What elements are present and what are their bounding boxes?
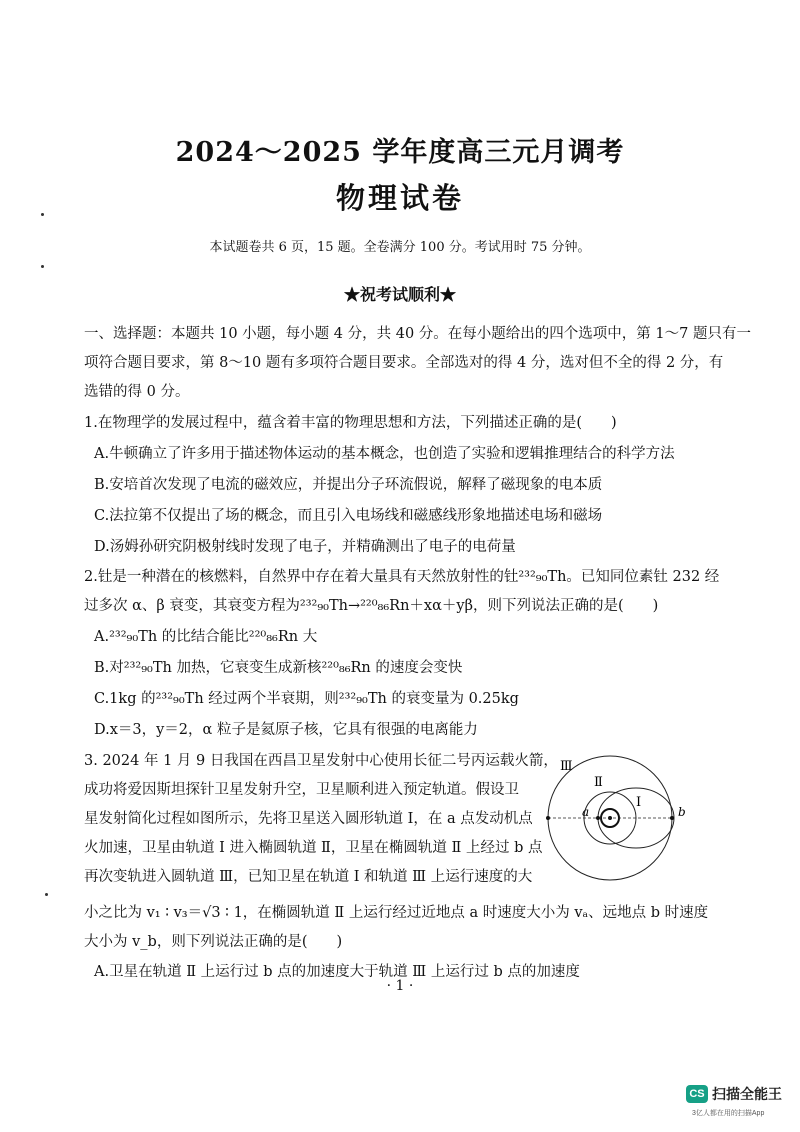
point-left: [546, 816, 550, 820]
question-2-stem-line1: 2.钍是一种潜在的核燃料，自然界中存在着大量具有天然放射性的钍²³²₉₀Th。已知同位素钍 232 经: [84, 569, 720, 585]
question-3-line: 小之比为 v₁ ∶ v₃＝√3 ∶ 1，在椭圆轨道 Ⅱ 上运行经过近地点 a 时速度大小为 vₐ、远地点 b 时速度: [84, 905, 709, 921]
exam-title: 2024～2025 学年度高三元月调考: [175, 137, 625, 168]
orbit-diagram: [544, 750, 694, 890]
question-1-option-b: B.安培首次发现了电流的磁效应，并提出分子环流假说，解释了磁现象的电本质: [94, 477, 603, 493]
scanner-app-tagline: 3亿人都在用的扫描App: [692, 1110, 765, 1117]
question-1-option-a: A.牛顿确立了许多用于描述物体运动的基本概念，也创造了实验和逻辑推理结合的科学方法: [94, 446, 675, 462]
exam-info: 本试题卷共 6 页，15 题。全卷满分 100 分。考试用时 75 分钟。: [209, 240, 591, 255]
scanner-app-badge: [686, 1084, 782, 1104]
scanner-app-name: 扫描全能王: [712, 1086, 782, 1102]
label-b: b: [678, 805, 686, 819]
question-2-option-b: B.对²³²₉₀Th 加热，它衰变生成新核²²⁰₈₆Rn 的速度会变快: [94, 660, 463, 676]
exam-subtitle: 物理试卷: [335, 181, 464, 215]
question-3-line: 成功将爱因斯坦探针卫星发射升空，卫星顺利进入预定轨道。假设卫: [84, 782, 519, 798]
question-1-option-d: D.汤姆孙研究阴极射线时发现了电子，并精确测出了电子的电荷量: [94, 539, 516, 555]
section-instructions-line: 一、选择题：本题共 10 小题，每小题 4 分，共 40 分。在每小题给出的四个选项中，第 1～7 题只有一: [84, 326, 751, 342]
section-instructions-line: 项符合题目要求，第 8～10 题有多项符合题目要求。全部选对的得 4 分，选对但不全的得 2 分，有: [84, 355, 724, 371]
question-2-stem-line2: 过多次 α、β 衰变，其衰变方程为²³²₉₀Th→²²⁰₈₆Rn＋xα＋yβ，则下列说法正确的是( ): [84, 598, 659, 614]
scan-speck: [41, 265, 44, 268]
question-3-line: 再次变轨进入圆轨道 Ⅲ，已知卫星在轨道 Ⅰ 和轨道 Ⅲ 上运行速度的大: [84, 869, 533, 885]
question-3-line: 3. 2024 年 1 月 9 日我国在西昌卫星发射中心使用长征二号丙运载火箭，: [84, 753, 558, 769]
label-III: Ⅲ: [560, 759, 573, 774]
label-a: a: [582, 805, 590, 819]
label-I: Ⅰ: [636, 795, 642, 810]
question-3-line: 火加速，卫星由轨道 Ⅰ 进入椭圆轨道 Ⅱ，卫星在椭圆轨道 Ⅱ 上经过 b 点: [84, 840, 543, 856]
question-3-option-a: A.卫星在轨道 Ⅱ 上运行过 b 点的加速度大于轨道 Ⅲ 上运行过 b 点的加速度: [94, 964, 580, 980]
question-3-line: 星发射简化过程如图所示，先将卫星送入圆形轨道 Ⅰ，在 a 点发动机点: [84, 811, 533, 827]
question-3-line: 大小为 v_b，则下列说法正确的是( ): [84, 934, 343, 950]
exam-wish: ★祝考试顺利★: [343, 285, 456, 304]
label-II: Ⅱ: [594, 775, 603, 790]
question-2-option-d: D.x＝3，y＝2，α 粒子是氦原子核，它具有很强的电离能力: [94, 722, 478, 738]
point-b: [670, 816, 674, 820]
page-number: · 1 ·: [386, 978, 414, 994]
question-1-stem: 1.在物理学的发展过程中，蕴含着丰富的物理思想和方法，下列描述正确的是( ): [84, 415, 617, 431]
question-2-option-c: C.1kg 的²³²₉₀Th 经过两个半衰期，则²³²₉₀Th 的衰变量为 0.25kg: [94, 691, 519, 707]
scan-speck: [45, 893, 48, 896]
section-instructions-line: 选错的得 0 分。: [84, 384, 190, 400]
scan-speck: [41, 213, 44, 216]
question-2-option-a: A.²³²₉₀Th 的比结合能比²²⁰₈₆Rn 大: [94, 629, 318, 645]
point-a: [596, 816, 600, 820]
camscanner-icon: CS: [686, 1085, 708, 1103]
question-1-option-c: C.法拉第不仅提出了场的概念，而且引入电场线和磁感线形象地描述电场和磁场: [94, 508, 603, 524]
